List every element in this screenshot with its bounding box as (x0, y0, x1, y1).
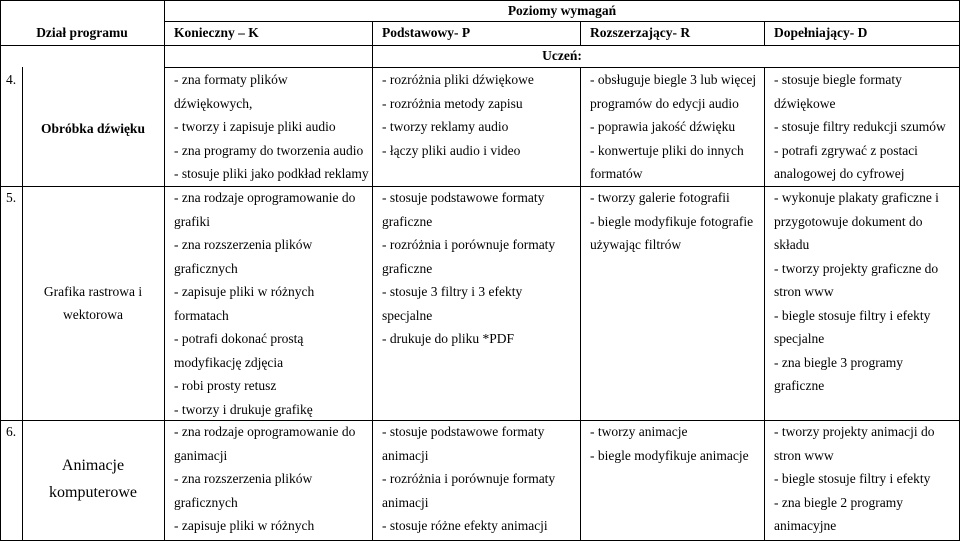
cell-line-r: - poprawia jakość dźwięku (590, 119, 736, 134)
cell-line-d: - tworzy projekty graficzne do (774, 260, 939, 276)
grid-line (372, 21, 373, 541)
cell-line-r: formatów (590, 166, 643, 181)
cell-line-p: animacji (382, 447, 429, 463)
cell-line-r: - tworzy galerie fotografii (590, 190, 730, 205)
cell-line-d: - zna biegle 2 programy (774, 494, 903, 510)
header-uczen: Uczeń: (542, 48, 582, 63)
cell-line-k: graficznych (174, 494, 238, 510)
cell-line-k: - stosuje pliki jako podkład reklamy (174, 166, 369, 181)
cell-line-r: - obsługuje biegle 3 lub więcej (590, 72, 757, 87)
header-level-p: Podstawowy- P (382, 25, 471, 40)
cell-line-k: - zna rodzaje oprogramowanie do (174, 190, 356, 205)
grid-line (164, 67, 960, 68)
cell-line-p: - stosuje 3 filtry i 3 efekty (382, 284, 523, 299)
cell-line-p: - tworzy reklamy audio (382, 119, 509, 134)
cell-line-p: - rozróżnia pliki dźwiękowe (382, 72, 534, 87)
section-number: 4. (6, 72, 17, 87)
cell-line-p: - rozróżnia i porównuje formaty (382, 237, 556, 252)
cell-line-d: - wykonuje plakaty graficzne i (774, 190, 939, 205)
grid-line (764, 67, 765, 541)
cell-line-d: - potrafi zgrywać z postaci (774, 142, 918, 158)
cell-line-k: - zna programy do tworzenia audio (174, 142, 364, 158)
cell-line-r: używając filtrów (590, 237, 682, 252)
cell-line-k: - zna rozszerzenia plików (174, 237, 313, 252)
cell-line-d: graficzne (774, 378, 825, 393)
section-name: Obróbka dźwięku (41, 121, 145, 136)
cell-line-d: animacyjne (774, 518, 837, 533)
grid-line (0, 45, 960, 46)
cell-line-k: - tworzy i drukuje grafikę (174, 401, 313, 417)
cell-line-p: - stosuje podstawowe formaty (382, 190, 545, 205)
cell-line-d: - biegle stosuje filtry i efekty (774, 471, 931, 486)
cell-line-k: - zapisuje pliki w różnych (174, 518, 315, 533)
cell-line-k: - potrafi dokonać prostą (174, 331, 304, 346)
cell-line-k: - robi prosty retusz (174, 378, 277, 393)
cell-line-p: - stosuje różne efekty animacji (382, 518, 548, 533)
grid-line (164, 21, 960, 22)
cell-line-d: dźwiękowe (774, 95, 836, 111)
cell-line-k: modyfikację zdjęcia (174, 354, 284, 370)
cell-line-d: stron www (774, 447, 834, 463)
grid-line (580, 67, 581, 541)
cell-line-d: składu (774, 237, 810, 252)
cell-line-p: animacji (382, 494, 429, 510)
cell-line-k: dźwiękowych, (174, 95, 253, 111)
cell-line-r: - biegle modyfikuje fotografie (590, 213, 754, 229)
cell-line-r: - tworzy animacje (590, 424, 688, 439)
cell-line-k: grafiki (174, 213, 210, 229)
cell-line-d: stron www (774, 284, 834, 299)
section-number: 6. (6, 424, 17, 439)
section-name: komputerowe (49, 484, 137, 501)
cell-line-p: specjalne (382, 307, 433, 323)
grid-line (164, 0, 165, 541)
header-level-d: Dopełniający- D (774, 25, 868, 40)
cell-line-r: - konwertuje pliki do innych (590, 142, 744, 158)
cell-line-d: - stosuje biegle formaty (774, 72, 902, 87)
cell-line-d: - tworzy projekty animacji do (774, 424, 935, 439)
cell-line-k: - tworzy i zapisuje pliki audio (174, 119, 336, 134)
cell-line-k: - zapisuje pliki w różnych (174, 284, 315, 299)
grid-line (0, 186, 960, 187)
cell-line-k: graficznych (174, 260, 238, 276)
cell-line-k: ganimacji (174, 447, 228, 463)
cell-line-d: analogowej do cyfrowej (774, 166, 905, 181)
grid-line (0, 0, 1, 541)
cell-line-r: programów do edycji audio (590, 95, 739, 111)
cell-line-r: - biegle modyfikuje animacje (590, 447, 749, 463)
grid-line (764, 21, 765, 45)
cell-line-p: - stosuje podstawowe formaty (382, 424, 545, 439)
header-poziomy: Poziomy wymagań (507, 3, 617, 18)
cell-line-k: - zna formaty plików (174, 72, 288, 87)
grid-line (0, 0, 960, 1)
header-level-k: Konieczny – K (174, 25, 259, 40)
cell-line-p: - łączy pliki audio i video (382, 142, 521, 158)
grid-line (580, 21, 581, 45)
section-name: Grafika rastrowa i (43, 284, 143, 299)
section-number: 5. (6, 190, 17, 205)
header-level-r: Rozszerzający- R (590, 25, 691, 40)
section-name: wektorowa (63, 307, 123, 322)
cell-line-p: - rozróżnia metody zapisu (382, 95, 523, 111)
cell-line-k: - zna rodzaje oprogramowanie do (174, 424, 356, 439)
section-name: Animacje (61, 457, 125, 474)
cell-line-d: specjalne (774, 331, 825, 346)
grid-line (0, 420, 960, 421)
cell-line-k: - zna rozszerzenia plików (174, 471, 313, 486)
cell-line-p: graficzne (382, 260, 433, 276)
cell-line-d: - zna biegle 3 programy (774, 354, 903, 370)
cell-line-d: - stosuje filtry redukcji szumów (774, 119, 946, 134)
cell-line-d: - biegle stosuje filtry i efekty (774, 307, 931, 323)
cell-line-d: przygotowuje dokument do (774, 213, 923, 229)
cell-line-k: formatach (174, 307, 229, 323)
header-dzial: Dział programu (36, 25, 128, 40)
cell-line-p: - rozróżnia i porównuje formaty (382, 471, 556, 486)
cell-line-p: - drukuje do pliku *PDF (382, 331, 515, 346)
cell-line-p: graficzne (382, 213, 433, 229)
